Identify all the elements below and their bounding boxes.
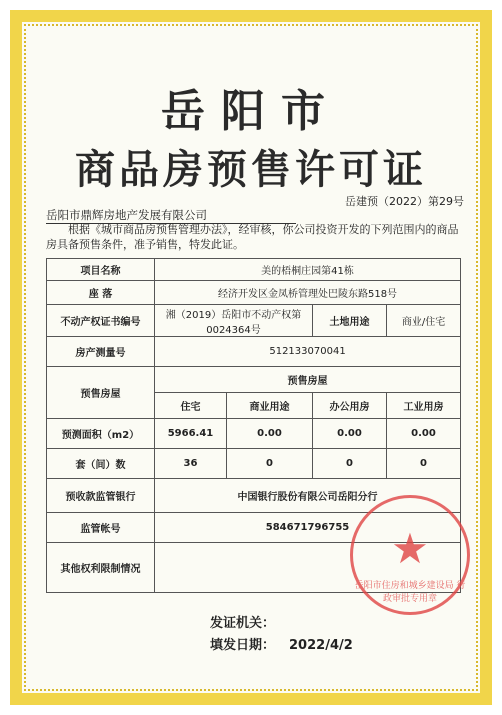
table-row	[47, 419, 461, 449]
survey-value: 512133070041	[155, 337, 461, 367]
area-industrial: 0.00	[387, 419, 461, 449]
location-label: 座 落	[47, 281, 155, 305]
location-value: 经济开发区金凤桥管理处巴陵东路518号	[155, 281, 461, 305]
area-office: 0.00	[313, 419, 387, 449]
presale-label: 预售房屋	[47, 367, 155, 419]
intro-text-body: 根据《城市商品房预售管理办法》，经审核，你公司投资开发的下列范围内的商品房具备预售条件，准予销售，特发此证。	[46, 223, 459, 251]
table-row	[47, 367, 461, 393]
presale-header: 预售房屋	[155, 367, 461, 393]
units-office: 0	[313, 449, 387, 479]
account-label: 监管帐号	[47, 513, 155, 543]
seal-star-icon: ★	[391, 524, 429, 573]
units-label: 套（间）数	[47, 449, 155, 479]
project-value: 美的梧桐庄园第41栋	[155, 259, 461, 281]
units-commercial: 0	[227, 449, 313, 479]
area-residential: 5966.41	[155, 419, 227, 449]
land-use-label: 土地用途	[313, 305, 387, 337]
intro-text	[46, 222, 460, 252]
col-industrial: 工业用房	[387, 393, 461, 419]
issue-date-label: 填发日期：	[210, 638, 276, 653]
land-use-value: 商业/住宅	[387, 305, 461, 337]
restrictions-label: 其他权利限制情况	[47, 543, 155, 593]
company-name: 岳阳市鼎辉房地产发展有限公司	[46, 207, 296, 224]
issue-date	[210, 634, 353, 653]
issue-date-value: 2022/4/2	[289, 638, 353, 653]
bank-label: 预收款监管银行	[47, 479, 155, 513]
area-label: 预测面积（m2）	[47, 419, 155, 449]
certificate-title: 商品房预售许可证	[75, 147, 427, 193]
col-office: 办公用房	[313, 393, 387, 419]
seal-text: 岳阳市住房和城乡建设局 行政审批专用章	[354, 581, 466, 604]
issuer-label: 发证机关：	[210, 616, 276, 631]
table-row	[47, 305, 461, 337]
survey-label: 房产测量号	[47, 337, 155, 367]
units-residential: 36	[155, 449, 227, 479]
bank-value: 中国银行股份有限公司岳阳分行	[155, 479, 461, 513]
cert-value: 湘（2019）岳阳市不动产权第0024364号	[155, 305, 313, 337]
table-row	[47, 449, 461, 479]
permit-number: 岳建预（2022）第29号	[345, 195, 464, 208]
cert-label: 不动产权证书编号	[47, 305, 155, 337]
project-label: 项目名称	[47, 259, 155, 281]
table-row	[47, 281, 461, 305]
table-row	[47, 259, 461, 281]
certificate-title-city: 岳阳市	[161, 86, 341, 137]
col-residential: 住宅	[155, 393, 227, 419]
area-commercial: 0.00	[227, 419, 313, 449]
units-industrial: 0	[387, 449, 461, 479]
official-seal	[350, 495, 470, 615]
account-value: 584671796755	[155, 513, 461, 543]
col-commercial: 商业用途	[227, 393, 313, 419]
table-row	[47, 337, 461, 367]
